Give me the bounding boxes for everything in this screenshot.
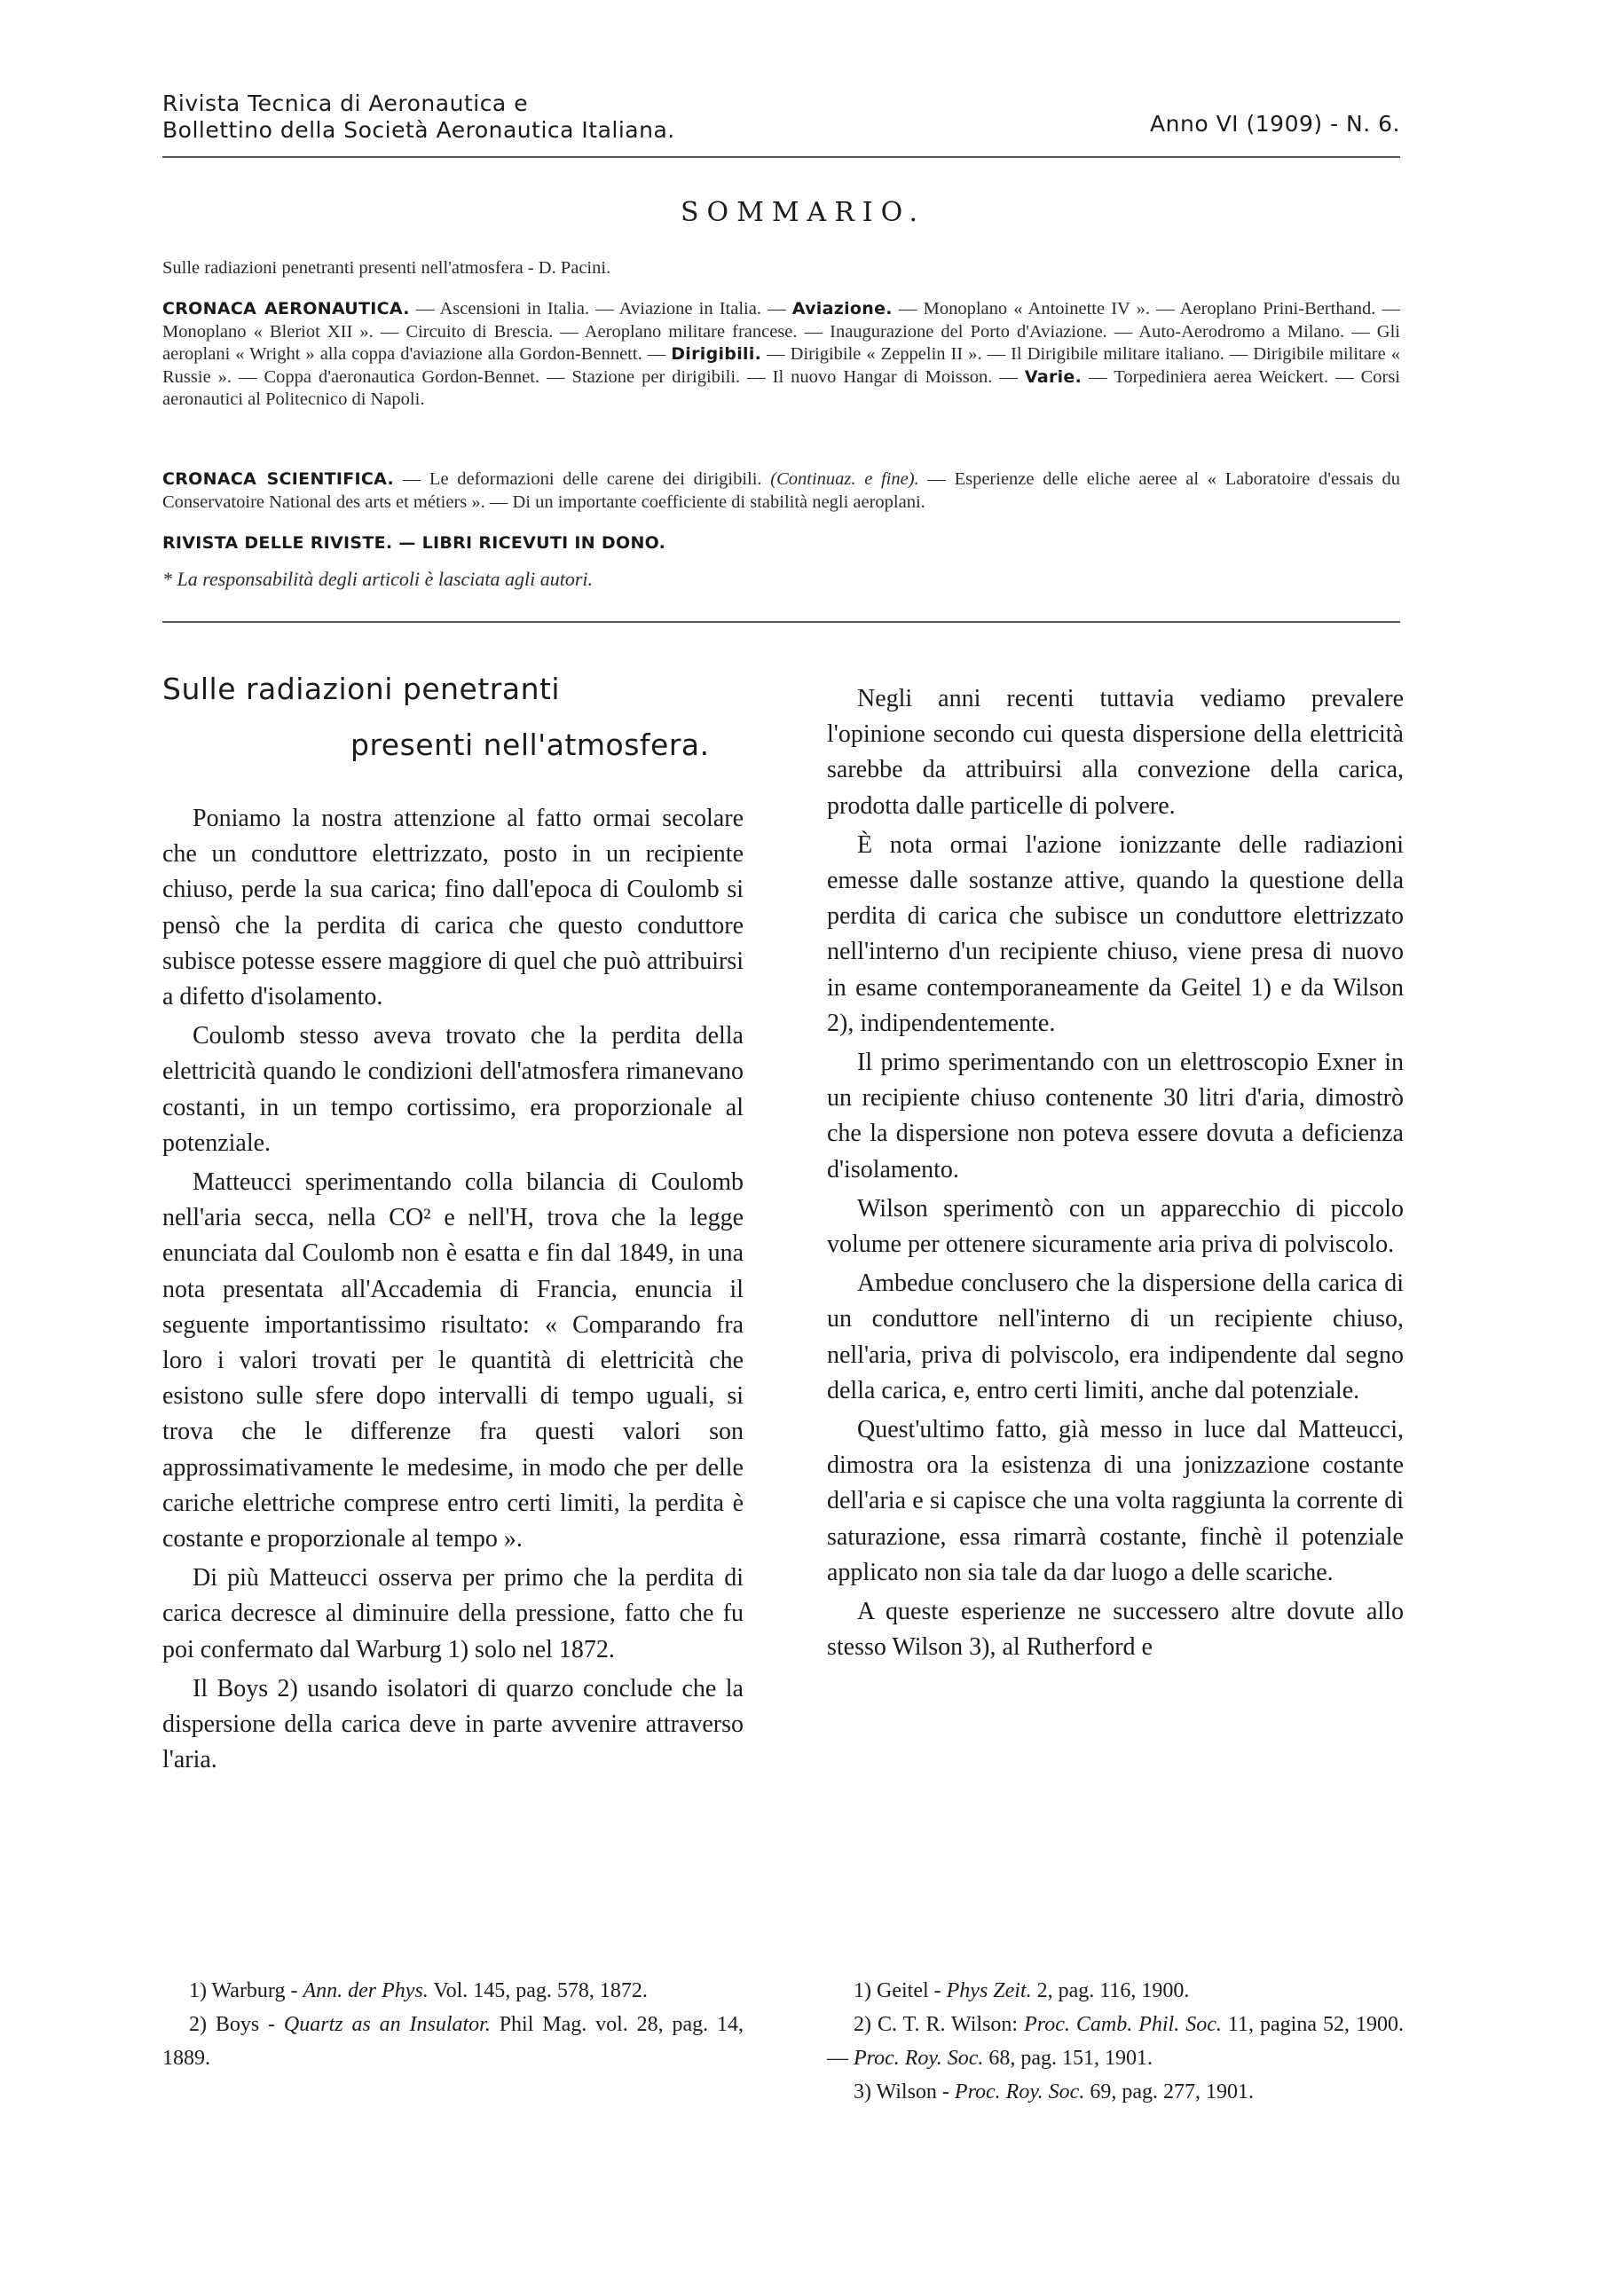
responsibility-note: * La responsabilità degli articoli è lasciata agli autori. [162,568,594,590]
footnote: 2) C. T. R. Wilson: Proc. Camb. Phil. Soc. 11, pagina 52, 1900. — Proc. Roy. Soc. 68, pag. 151, 1901. [827,2013,1404,2070]
paragraph: Di più Matteucci osserva per primo che la perdita di carica decresce al diminuire della pressione, fatto che fu poi confermato dal Warburg 1) solo nel 1872. [162,1564,744,1663]
footnotes-right [827,1974,1404,2109]
sommario-title: SOMMARIO. [680,197,926,228]
article-title-line-2: presenti nell'atmosfera. [350,727,710,762]
footnote: 1) Geitel - Phys Zeit. 2, pag. 116, 1900. [854,1979,1190,2002]
paragraph: Negli anni recenti tuttavia vediamo prevalere l'opinione secondo cui questa dispersione della elettricità sarebbe da attribuirsi alla convezione della carica, prodotta dalle particelle di polvere. [827,685,1404,820]
section-heading: CRONACA AERONAUTICA. [162,299,410,318]
sommario-rule [162,621,1400,623]
sommario-cronaca-aeronautica: CRONACA AERONAUTICA. — Ascensioni in Italia. — Aviazione in Italia. — Aviazione. — Monoplano « Antoinette IV ». — Aeroplano Prini-Berthand. — Monoplano « Bleriot XII ». — Circuito di Brescia. — Aeroplano militare francese. — Inaugurazione del Porto d'Aviazione. — Auto-Aerodromo a Milano. — Gli aeroplani « Wright » alla coppa d'aviazione alla Gordon-Bennett. — Dirigibili. — Dirigibile « Zeppelin II ». — Il Dirigibile militare italiano. — Dirigibile militare « Russie ». — Coppa d'aeronautica Gordon-Bennet. — Stazione per dirigibili. — Il nuovo Hangar di Moisson. — Varie. — Torpediniera aerea Weickert. — Corsi aeronautici al Politecnico di Napoli. [162,299,1400,409]
sommario-item-pacini: Sulle radiazioni penetranti presenti nell'atmosfera - D. Pacini. [162,258,611,278]
footnotes-left [162,1974,744,2075]
sommario-rivista-delle-riviste: RIVISTA DELLE RIVISTE. — LIBRI RICEVUTI IN DONO. [162,533,666,553]
journal-title-line-1: Rivista Tecnica di Aeronautica e [162,90,529,116]
paragraph: Il primo sperimentando con un elettroscopio Exner in un recipiente chiuso contenente 30 litri d'aria, dimostrò che la dispersione non poteva essere dovuta a deficienza d'isolamento. [827,1049,1404,1183]
paragraph: È nota ormai l'azione ionizzante delle radiazioni emesse dalle sostanze attive, quando la questione della perdita di carica che subisce un conduttore elettrizzato nell'interno d'un recipiente chiuso, viene presa di nuovo in esame contemporaneamente da Geitel 1) e da Wilson 2), indipendentemente. [827,830,1404,1037]
paragraph: A queste esperienze ne successero altre dovute allo stesso Wilson 3), al Rutherford e [827,1598,1404,1662]
journal-title [162,90,675,144]
paragraph: Poniamo la nostra attenzione al fatto ormai secolare che un conduttore elettrizzato, posto in un recipiente chiuso, perde la sua carica; fino dall'epoca di Coulomb si pensò che la perdita di carica che questo conduttore subisce potesse essere maggiore di quel che può attribuirsi a difetto d'isolamento. [162,805,744,1011]
issue-number: Anno VI (1909) - N. 6. [1150,111,1400,137]
journal-title-line-2: Bollettino della Società Aeronautica Italiana. [162,117,675,143]
paragraph: Il Boys 2) usando isolatori di quarzo conclude che la dispersione della carica deve in parte avvenire attraverso l'aria. [162,1674,744,1774]
paragraph: Wilson sperimentò con un apparecchio di piccolo volume per ottenere sicuramente aria priva di polviscolo. [827,1194,1404,1259]
footnote: 2) Boys - Quartz as an Insulator. Phil Mag. vol. 28, pag. 14, 1889. [162,2013,744,2070]
section-heading: CRONACA SCIENTIFICA. [162,469,395,489]
header-rule [162,156,1400,158]
footnote: 1) Warburg - Ann. der Phys. Vol. 145, pag. 578, 1872. [189,1979,648,2002]
footnote: 3) Wilson - Proc. Roy. Soc. 69, pag. 277, 1901. [854,2080,1254,2103]
paragraph: Coulomb stesso aveva trovato che la perdita della elettricità quando le condizioni dell'atmosfera rimanevano costanti, in un tempo cortissimo, era proporzionale al potenziale. [162,1022,744,1157]
paragraph: Quest'ultimo fatto, già messo in luce dal Matteucci, dimostra ora la esistenza di una jonizzazione costante dell'aria e si capisce che una volta raggiunta la corrente di saturazione, essa rimarrà costante, finchè il potenziale applicato non sia tale da dar luogo a delle scariche. [827,1416,1404,1586]
article-title-line-1: Sulle radiazioni penetranti [162,672,561,706]
paragraph: Matteucci sperimentando colla bilancia di Coulomb nell'aria secca, nella CO² e nell'H, trova che la legge enunciata dal Coulomb non è esatta e fin dal 1849, in una nota presentata all'Accademia di Francia, enuncia il seguente importantissimo risultato: « Comparando fra loro i valori trovati per le quantità di elettricità che esistono sulle sfere dopo intervalli di tempo uguali, si trova che le differenze fra questi valori son approssimativamente le medesime, in modo che per delle cariche elettriche comprese entro certi limiti, la perdita è costante e proporzionale al tempo ». [162,1168,744,1553]
paragraph: Ambedue conclusero che la dispersione della carica di un conduttore nell'interno di un recipiente chiuso, nell'aria, priva di polviscolo, era indipendente dal segno della carica, e, entro certi limiti, anche dal potenziale. [827,1270,1404,1404]
sommario-cronaca-scientifica: CRONACA SCIENTIFICA. — Le deformazioni delle carene dei dirigibili. (Continuaz. e fine). — Esperienze delle eliche aeree al « Laboratoire d'essais du Conservatoire National des arts et métiers ». — Di un importante coefficiente di stabilità negli aeroplani. [162,469,1400,512]
article-column-left [162,801,744,1781]
article-column-right [827,681,1404,1669]
